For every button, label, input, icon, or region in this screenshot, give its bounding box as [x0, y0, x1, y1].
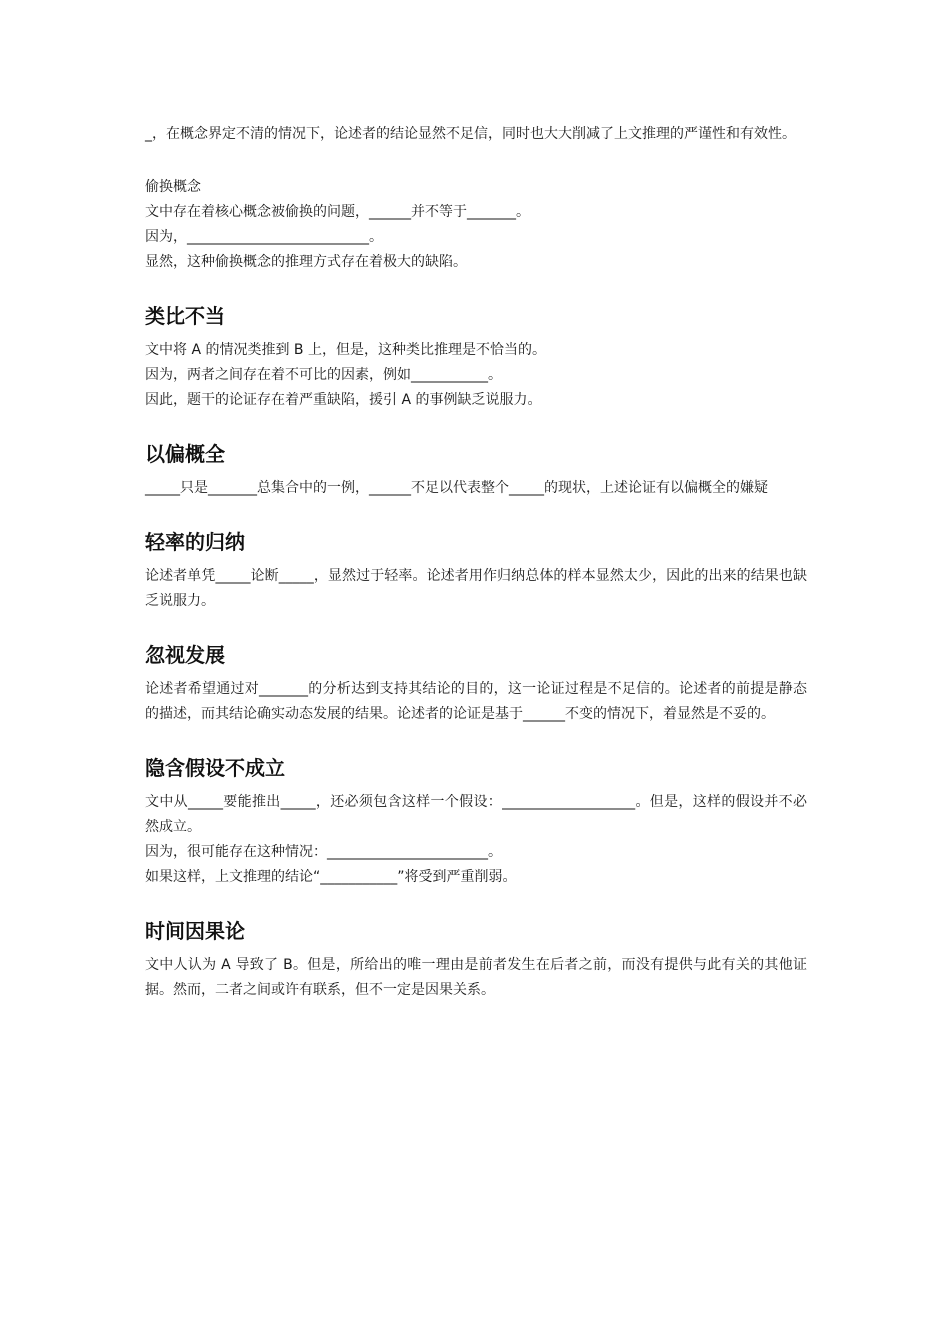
- section-heading: 轻率的归纳: [145, 530, 245, 554]
- section-temporal-causality: [145, 916, 807, 1003]
- section-hidden-assumption: [145, 753, 807, 890]
- section-heading: 类比不当: [145, 304, 225, 328]
- concept-swap-title: 偷换概念: [145, 179, 201, 195]
- section-concept-swap: [145, 175, 807, 275]
- section-line: 文中从_____要能推出_____，还必须包含这样一个假设：___________________。但是，这样的假设并不必然成立。: [145, 794, 807, 835]
- document-page: [145, 122, 807, 1003]
- section-heading: 以偏概全: [145, 442, 225, 466]
- section-line: 论述者希望通过对_______的分析达到支持其结论的目的，这一论证过程是不足信的。论述者的前提是静态的描述，而其结论确实动态发展的结果。论述者的论证是基于______不变的情况下，着显然是不妥的。: [145, 681, 807, 722]
- section-heading: 忽视发展: [145, 643, 225, 667]
- section-hasty-generalization: [145, 439, 807, 501]
- section-line: 如果这样，上文推理的结论“___________”将受到严重削弱。: [145, 869, 517, 885]
- section-line: 文中将 A 的情况类推到 B 上，但是，这种类比推理是不恰当的。: [145, 342, 546, 358]
- section-heading: 隐含假设不成立: [145, 756, 285, 780]
- section-line: _____只是_______总集合中的一例，______不足以代表整个_____的现状，上述论证有以偏概全的嫌疑: [145, 480, 768, 496]
- section-line: 因为，两者之间存在着不可比的因素，例如___________。: [145, 367, 502, 383]
- section-line: 文中人认为 A 导致了 B。但是，所给出的唯一理由是前者发生在后者之前，而没有提供与此有关的其他证据。然而，二者之间或许有联系，但不一定是因果关系。: [145, 957, 807, 998]
- section-line: 因此，题干的论证存在着严重缺陷，援引 A 的事例缺乏说服力。: [145, 392, 542, 408]
- section-rash-induction: [145, 527, 807, 614]
- section-line: 因为，很可能存在这种情况：_______________________。: [145, 844, 502, 860]
- section-line: 论述者单凭_____论断_____，显然过于轻率。论述者用作归纳总体的样本显然太少，因此的出来的结果也缺乏说服力。: [145, 568, 807, 609]
- section-ignore-development: [145, 640, 807, 727]
- section-analogy: [145, 301, 807, 413]
- concept-swap-line: 因为，__________________________。: [145, 229, 383, 245]
- section-heading: 时间因果论: [145, 919, 245, 943]
- concept-swap-line: 文中存在着核心概念被偷换的问题，______并不等于_______。: [145, 204, 530, 220]
- concept-swap-line: 显然，这种偷换概念的推理方式存在着极大的缺陷。: [145, 254, 467, 270]
- intro-paragraph: _，在概念界定不清的情况下，论述者的结论显然不足信，同时也大大削减了上文推理的严谨性和有效性。: [145, 126, 796, 142]
